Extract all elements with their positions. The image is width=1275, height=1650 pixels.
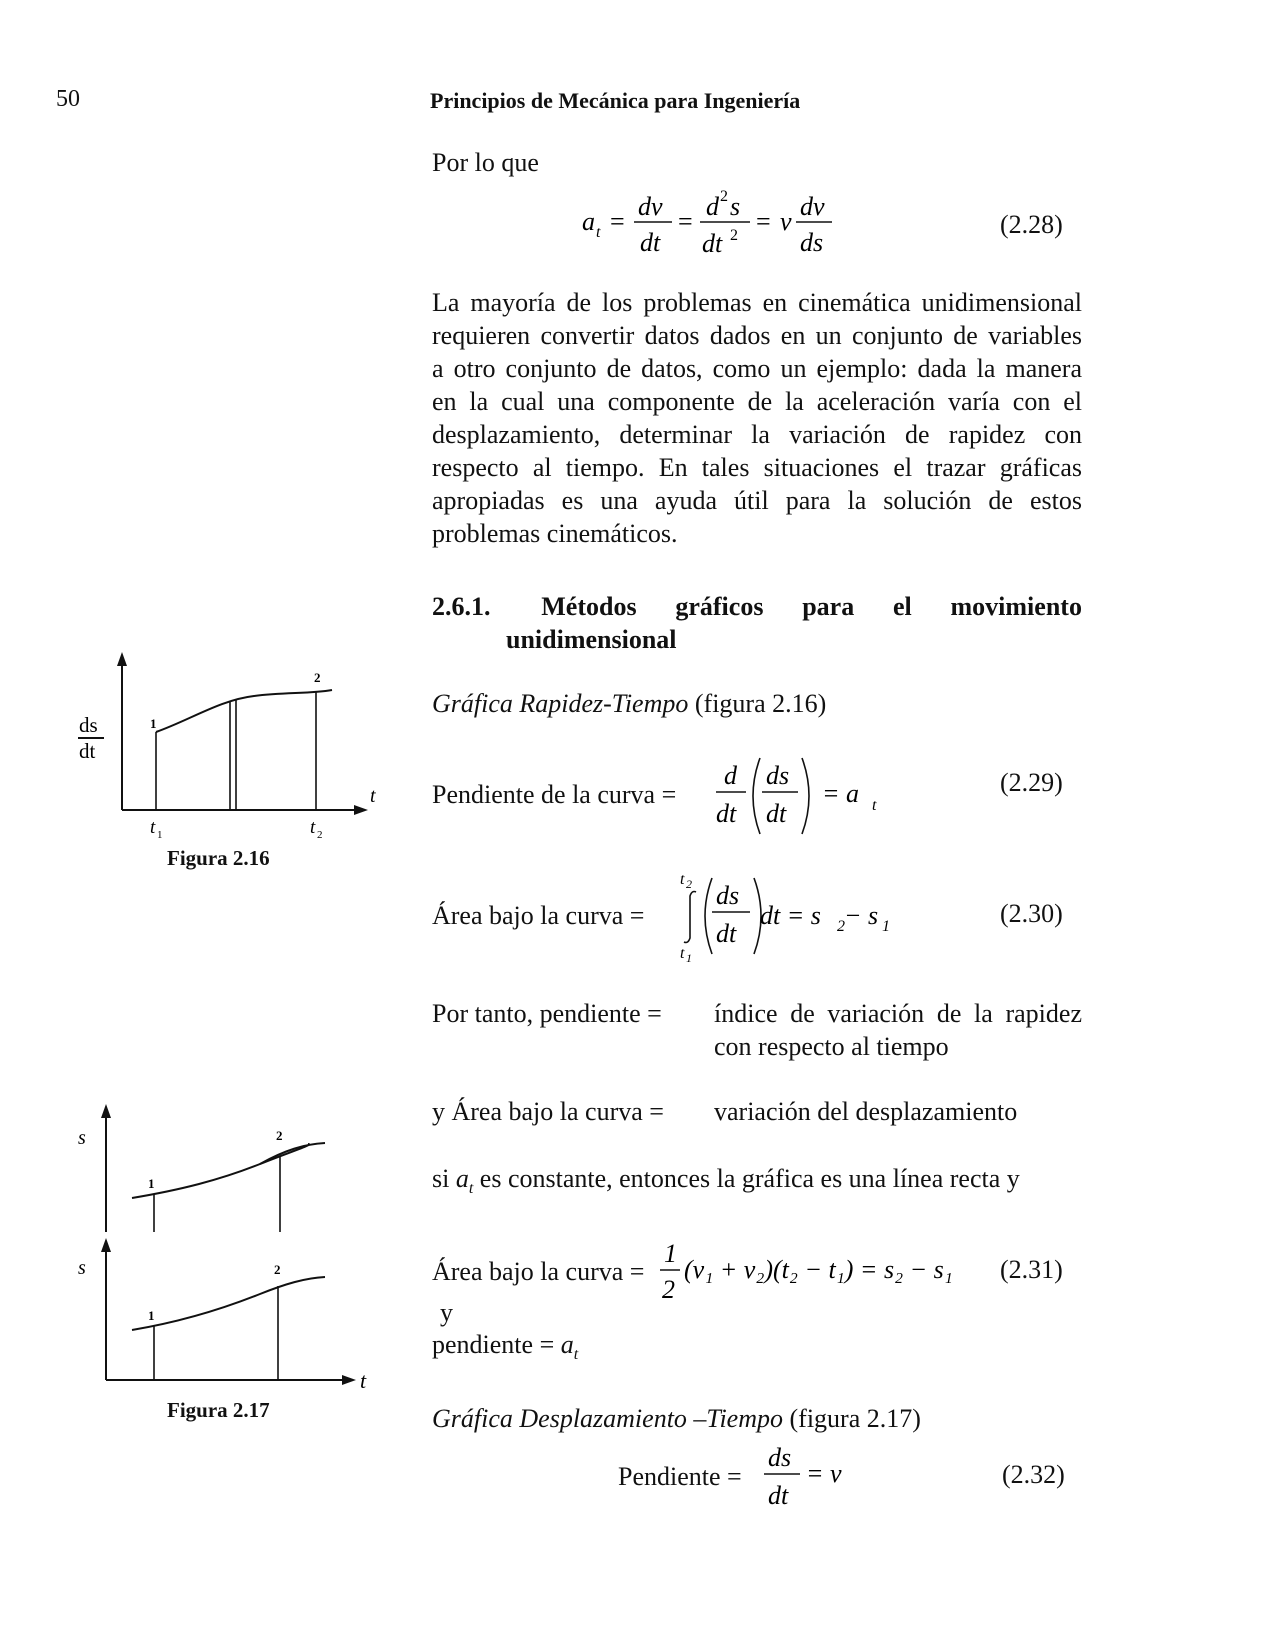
fig216-point2-label: 2 (314, 670, 321, 685)
therefore-line2: con respecto al tiempo (714, 1032, 949, 1061)
eq232-rhs: = v (806, 1459, 842, 1488)
figure-2-16 (70, 650, 390, 850)
page-number: 50 (56, 86, 80, 112)
fig217-top-ylabel: s (78, 1127, 86, 1149)
eq231-frac-num: 1 (664, 1239, 677, 1268)
caption-figure-2-16: Figura 2.16 (167, 846, 270, 870)
eq230-rhs-sub1: 2 (837, 918, 845, 935)
therefore-label: Por tanto, pendiente = (432, 999, 662, 1028)
subhead-desplazamiento (432, 1402, 921, 1435)
eq228-f2-num: d (706, 192, 719, 221)
fig216-xlabel: t (370, 785, 376, 807)
eq228-f2-den-sup: 2 (730, 227, 738, 244)
constant-sub: t (468, 1180, 474, 1198)
pendiente-line (432, 1328, 578, 1371)
fig216-point1-label: 1 (150, 716, 157, 731)
eq228-f3-den: ds (800, 228, 824, 257)
section-word: el (892, 592, 912, 621)
eq-number-2-32: (2.32) (1002, 1460, 1065, 1489)
section-word: Métodos (541, 592, 637, 621)
eq229-label: Pendiente de la curva = (432, 780, 677, 809)
paragraph-line: respecto al tiempo. En tales situaciones el trazar gráficas (432, 453, 1082, 482)
equation-2-31-svg (656, 1232, 996, 1312)
paragraph-line: apropiadas es una ayuda útil para la solución de estos (432, 486, 1082, 515)
paragraph-line: requieren convertir datos dados en un conjunto de variables (432, 321, 1082, 350)
eq231-expr: (v₁ + v₂)(t₂ − t₁) = s₂ − s₁ (684, 1255, 953, 1284)
subhead-rapidez (432, 687, 826, 720)
equation-2-28-svg (580, 184, 1060, 264)
fig217-top-y-arrow (101, 1104, 111, 1118)
section-number: 2.6.1. (432, 592, 491, 621)
eq230-upper-sub: 2 (686, 877, 692, 891)
eq-number-2-28: (2.28) (1000, 210, 1063, 239)
eq229-inner-den: dt (766, 799, 787, 828)
eq228-f1-num: dv (638, 192, 663, 221)
eq229-inner-num: ds (766, 761, 790, 790)
fig216-ylabel-num: ds (79, 713, 98, 737)
fig216-x-arrow (354, 805, 368, 815)
eq-number-2-31: (2.31) (1000, 1255, 1063, 1284)
eq228-f2-num-var: s (730, 192, 741, 221)
eq231-frac-den: 2 (662, 1275, 675, 1304)
pendiente-var: a (560, 1330, 574, 1359)
eq230-lower: t (680, 945, 685, 962)
eq230-label: Área bajo la curva = (432, 901, 645, 930)
section-heading (432, 590, 1082, 656)
intro-line: Por lo que (432, 148, 539, 177)
fig216-t1-label: t (150, 817, 156, 838)
equation-2-32 (760, 1436, 880, 1516)
eq228-f1-den: dt (640, 228, 661, 257)
fig217-bottom-point2-label: 2 (274, 1262, 281, 1277)
equation-2-29 (700, 752, 900, 842)
eq230-rhs-sub2: 1 (882, 918, 890, 935)
constant-post: es constante, entonces la gráfica es una línea recta y (473, 1164, 1020, 1193)
therefore-definition (714, 997, 1082, 1063)
caption-figure-2-17: Figura 2.17 (167, 1398, 270, 1422)
constant-var: a (455, 1164, 469, 1193)
section-word: para (802, 592, 855, 621)
pendiente-sub: t (573, 1346, 579, 1364)
eq228-lhs-sub: t (596, 224, 601, 241)
eq230-rhs: dt = s (760, 901, 821, 930)
equation-2-30 (656, 868, 916, 968)
subhead-rapidez-ref: (figura 2.16) (694, 689, 827, 718)
eq228-lhs: a (582, 207, 595, 236)
eq228-coef: v (780, 207, 792, 236)
equation-2-30-svg (656, 868, 916, 968)
eq230-rhs-mid: − s (844, 901, 879, 930)
svg-text:=: = (610, 207, 625, 236)
eq229-rhs-sub: t (872, 797, 877, 814)
section-word: movimiento (950, 592, 1082, 621)
paragraph-line: desplazamiento, determinar la variación de rapidez con (432, 420, 1082, 449)
section-word: gráficos (675, 592, 764, 621)
fig216-y-arrow (117, 652, 127, 666)
fig217-top-point2-label: 2 (276, 1128, 283, 1143)
fig217-bottom-point1-label: 1 (148, 1308, 155, 1323)
eq228-f2-den: dt (702, 229, 723, 258)
fig216-curve (156, 690, 332, 732)
eq232-den: dt (768, 1481, 789, 1510)
eq230-inner-num: ds (716, 881, 740, 910)
equation-2-28 (580, 184, 1060, 264)
constant-pre: si (432, 1164, 456, 1193)
fig217-top-point1-label: 1 (148, 1176, 155, 1191)
paragraph-line: problemas cinemáticos. (432, 519, 678, 548)
subhead-rapidez-italic: Gráfica Rapidez-Tiempo (432, 689, 689, 718)
fig216-t1-sub: 1 (157, 829, 163, 841)
eq230-inner-den: dt (716, 919, 737, 948)
fig216-ylabel-den: dt (79, 739, 96, 763)
fig217-bottom-y-arrow (101, 1238, 111, 1252)
fig217-xlabel: t (360, 1368, 367, 1393)
svg-text:=: = (756, 207, 771, 236)
running-header: Principios de Mecánica para Ingeniería (430, 88, 801, 113)
eq230-lower-sub: 1 (686, 951, 692, 965)
constant-line (432, 1162, 1020, 1205)
pendiente-text: pendiente = (432, 1330, 561, 1359)
svg-text:=: = (678, 207, 693, 236)
equation-2-29-svg (700, 752, 900, 842)
eq229-rhs: = a (822, 779, 860, 808)
therefore-line1: índice de variación de la rapidez (714, 999, 1082, 1028)
figure-2-17 (70, 1100, 390, 1400)
subhead-desplazamiento-ref: (figura 2.17) (789, 1404, 921, 1433)
area-label: y Área bajo la curva = (432, 1097, 664, 1126)
fig217-x-arrow (342, 1375, 356, 1385)
eq-number-2-30: (2.30) (1000, 899, 1063, 928)
eq230-upper: t (680, 871, 685, 888)
figure-2-16-graph (70, 650, 390, 850)
y-line: y (440, 1298, 453, 1327)
paragraph (432, 286, 1082, 550)
fig216-t2-sub: 2 (317, 829, 323, 841)
fig217-bottom-curve (132, 1277, 325, 1330)
area-value: variación del desplazamiento (714, 1097, 1018, 1126)
eq231-label: Área bajo la curva = (432, 1257, 645, 1286)
paragraph-line: La mayoría de los problemas en cinemática unidimensional (432, 288, 1082, 317)
equation-2-32-svg (760, 1436, 880, 1516)
equation-2-31 (656, 1232, 996, 1312)
section-line2: unidimensional (506, 625, 677, 654)
paragraph-line: en la cual una componente de la aceleración varía con el (432, 387, 1082, 416)
eq-number-2-29: (2.29) (1000, 768, 1063, 797)
eq229-outer-num: d (724, 761, 737, 790)
subhead-desplazamiento-italic: Gráfica Desplazamiento –Tiempo (432, 1404, 783, 1433)
eq232-label: Pendiente = (618, 1462, 742, 1491)
figure-2-17-graph (70, 1100, 390, 1400)
paragraph-line: a otro conjunto de datos, como un ejemplo: dada la manera (432, 354, 1082, 383)
fig217-bottom-ylabel: s (78, 1257, 86, 1279)
eq229-outer-den: dt (716, 799, 737, 828)
fig216-t2-label: t (310, 817, 316, 838)
eq228-f3-num: dv (800, 192, 825, 221)
eq232-num: ds (768, 1443, 792, 1472)
eq228-f2-num-sup: 2 (720, 188, 728, 205)
